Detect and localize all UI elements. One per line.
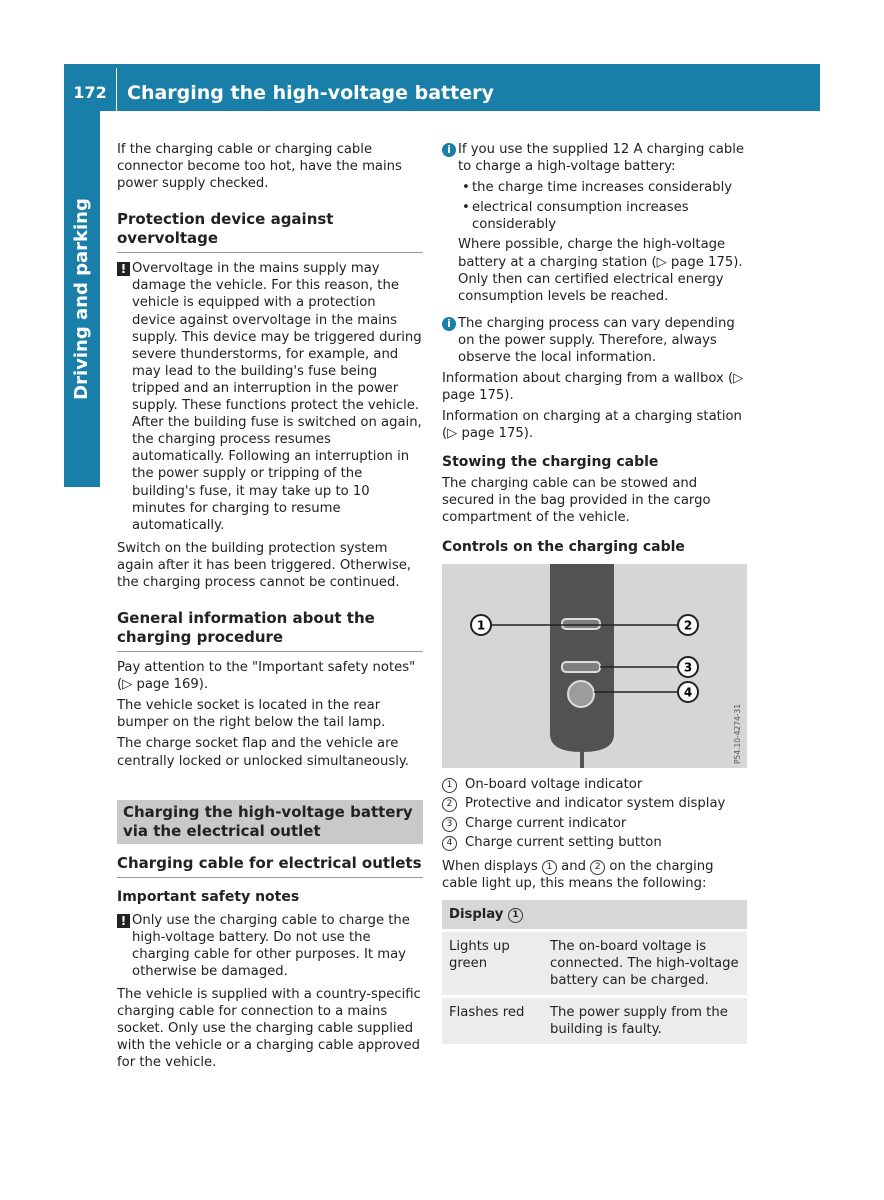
section-tab: [64, 111, 100, 487]
table-row: [442, 930, 747, 996]
warning-note: [117, 912, 423, 980]
heading-controls: Controls on the charging cable: [442, 538, 685, 555]
paragraph: The vehicle socket is located in the rear bumper on the right below the tail lamp.: [117, 698, 386, 731]
paragraph: Pay attention to the "Important safety notes" (▷ page 169).: [117, 660, 416, 693]
paragraph: The vehicle is supplied with a country-specific charging cable for connection to a mains socket. Only use the charging cable supplied with the vehicle or a charging cable approved for the vehicle.: [117, 987, 421, 1071]
section-heading: Charging the high-voltage battery via the electrical outlet: [117, 800, 423, 844]
callout-4: [678, 682, 698, 702]
warning-text: Overvoltage in the mains supply may damage the vehicle. For this reason, the vehicle is equipped with a protection device against overvoltage in the mains supply. This device may be triggered during severe thunderstorms, for example, and may lead to the building's fuse being tripped and an interruption in the power supply. These functions protect the vehicle. After the building fuse is switched on again, the charging process resumes automatically. Following an interruption in the power supply or tripping of the building's fuse, it may take up to 10 minutes for charging to resume automatically.: [132, 261, 422, 533]
paragraph: When displays 1 and 2 on the charging cable light up, this means the following:: [442, 858, 714, 891]
table-cell: Flashes red: [449, 1004, 525, 1020]
control-box-body: [550, 564, 614, 752]
warning-icon: !: [117, 262, 130, 276]
heading-general: General information about the charging procedure: [117, 609, 423, 652]
info-text: If you use the supplied 12 A charging cable to charge a high-voltage battery:: [458, 142, 744, 175]
table-header-empty: [543, 900, 747, 931]
diagram-code: P54.10-4274-31: [733, 703, 742, 764]
warning-note: [117, 260, 423, 534]
warning-icon: !: [117, 914, 130, 928]
table-cell: Lights up green: [449, 938, 510, 971]
heading-safety: Important safety notes: [117, 888, 300, 905]
page-title: Charging the high-voltage battery: [127, 82, 494, 104]
legend-item: 4 Charge current setting button: [442, 833, 748, 853]
setting-button: [568, 681, 594, 707]
diagram-illustration: [442, 564, 747, 768]
display-table: [442, 900, 747, 1044]
info-icon: i: [442, 317, 456, 331]
info-note: [442, 315, 748, 366]
heading-cable: Charging cable for electrical outlets: [117, 854, 423, 878]
legend-item: 3 Charge current indicator: [442, 814, 748, 834]
current-indicator-led: [562, 662, 600, 672]
table-header: Display 1: [442, 900, 543, 931]
table-row: [442, 996, 747, 1044]
info-continuation: Where possible, charge the high-voltage battery at a charging station (▷ page 175). Only then can certified electrical energy consumption levels be reached.: [458, 237, 743, 304]
svg-text:1: 1: [476, 618, 486, 633]
section-tab-label: Driving and parking: [71, 198, 92, 400]
bullet-item: • the charge time increases considerably: [442, 179, 748, 196]
paragraph: The charge socket flap and the vehicle are centrally locked or unlocked simultaneously.: [117, 736, 409, 769]
paragraph: Information about charging from a wallbox (▷ page 175).: [442, 371, 744, 404]
charging-cable-diagram: [442, 564, 747, 768]
legend-item: 1 On-board voltage indicator: [442, 775, 748, 795]
page-header: [64, 64, 820, 111]
paragraph: The charging cable can be stowed and secured in the bag provided in the cargo compartment of the vehicle.: [442, 475, 711, 525]
callout-3: [678, 657, 698, 677]
info-note: [442, 141, 748, 175]
heading-stowing: Stowing the charging cable: [442, 453, 659, 470]
svg-text:4: 4: [683, 685, 693, 700]
page-number: 172: [73, 83, 107, 102]
paragraph: Information on charging at a charging station (▷ page 175).: [442, 409, 742, 442]
table-cell: The power supply from the building is faulty.: [550, 1004, 728, 1037]
info-text: The charging process can vary depending on the power supply. Therefore, always observe the local information.: [458, 315, 735, 366]
callout-2: [678, 615, 698, 635]
heading-overvoltage: Protection device against overvoltage: [117, 210, 423, 253]
voltage-indicator-led: [562, 619, 600, 629]
svg-text:3: 3: [683, 660, 693, 675]
legend: [442, 775, 748, 853]
legend-item: 2 Protective and indicator system display: [442, 794, 748, 814]
info-icon: i: [442, 143, 456, 157]
warning-text: Only use the charging cable to charge the high-voltage battery. Do not use the charging cable for other purposes. It may otherwise be damaged.: [132, 912, 410, 979]
header-divider: [116, 68, 117, 111]
svg-text:2: 2: [683, 618, 693, 633]
left-column: [117, 141, 423, 1075]
paragraph: If the charging cable or charging cable connector become too hot, have the mains power supply checked.: [117, 142, 402, 192]
paragraph: Switch on the building protection system again after it has been triggered. Otherwise, the charging process cannot be continued.: [117, 540, 411, 590]
right-column: [442, 141, 748, 1044]
callout-1: [471, 615, 491, 635]
bullet-item: • electrical consumption increases considerably: [442, 199, 748, 233]
table-cell: The on-board voltage is connected. The high-voltage battery can be charged.: [550, 938, 739, 988]
